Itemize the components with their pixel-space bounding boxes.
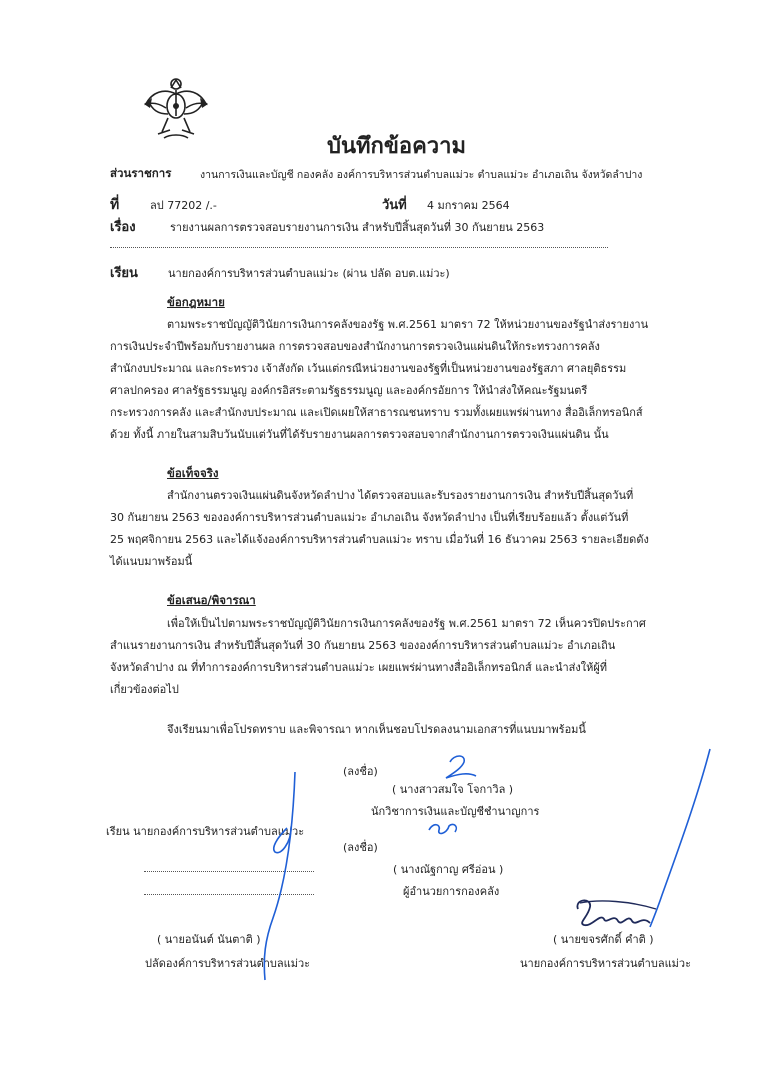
signer1-name: ( นางสาวสมใจ โจกาวิล )	[392, 783, 514, 796]
signature-1-icon	[440, 752, 480, 782]
mayor-signature-icon	[570, 895, 660, 933]
proposal-paragraph	[110, 613, 646, 701]
signer2-name: ( นางณัฐกาญ ศรีอ่อน )	[393, 863, 504, 876]
sign-label-2: (ลงชื่อ)	[343, 841, 378, 854]
deputy-pen-stroke-icon	[235, 768, 305, 983]
fact-line: สำนักงานตรวจเงินแผ่นดินจังหวัดลำปาง ได้ตรวจสอบและรับรองรายงานการเงิน สำหรับปีสิ้นสุดวันที่	[167, 489, 634, 502]
proposal-line: เพื่อให้เป็นไปตามพระราชบัญญัติวินัยการเงินการคลังของรัฐ พ.ศ.2561 มาตรา 72 เห็นควรปิดประกาศ	[167, 617, 646, 630]
law-heading: ข้อกฎหมาย	[167, 295, 225, 309]
law-line: สำนักงบประมาณ และกระทรวง เจ้าสังกัด เว้นแต่กรณีหน่วยงานของรัฐที่เป็นหน่วยงานของรัฐสภา ศาลยุติธรรม	[110, 362, 627, 375]
proposal-heading: ข้อเสนอ/พิจารณา	[167, 593, 256, 607]
proposal-line: จังหวัดลำปาง ณ ที่ทำการองค์การบริหารส่วนตำบลแม่วะ เผยแพร่ผ่านทางสื่ออิเล็กทรอนิกส์ และนำส่งให้ผู้ที่	[110, 661, 608, 674]
signer2-title: ผู้อำนวยการกองคลัง	[403, 885, 500, 898]
closing-text: จึงเรียนมาเพื่อโปรดทราบ และพิจารณา หากเห็นชอบโปรดลงนามเอกสารที่แนบมาพร้อมนี้	[167, 723, 586, 736]
law-line: การเงินประจำปีพร้อมกับรายงานผล การตรวจสอบของสำนักงานการตรวจเงินแผ่นดินให้กระทรวงการคลัง	[110, 340, 600, 353]
sign-label-1: (ลงชื่อ)	[343, 765, 378, 778]
agency-label: ส่วนราชการ	[110, 166, 172, 180]
proposal-line: เกี่ยวข้องต่อไป	[110, 683, 179, 696]
signature-2-icon	[425, 816, 465, 840]
to-mayor-text: เรียน นายกองค์การบริหารส่วนตำบลแม่วะ	[106, 825, 305, 838]
to-label: เรียน	[110, 266, 138, 281]
fact-line: ได้แนบมาพร้อมนี้	[110, 555, 193, 568]
to-value: นายกองค์การบริหารส่วนตำบลแม่วะ (ผ่าน ปลัด อบต.แม่วะ)	[168, 267, 450, 280]
ref-label: ที่	[110, 197, 120, 213]
law-line: กระทรวงการคลัง และสำนักงบประมาณ และเปิดเผยให้สาธารณชนทราบ รวมทั้งเผยแพร่ผ่านทาง สื่ออิเล็กทรอนิกส์	[110, 406, 643, 419]
law-line: ด้วย ทั้งนี้ ภายในสามสิบวันนับแต่วันที่ได้รับรายงานผลการตรวจสอบจากสำนักงานการตรวจเงินแผ่นดิน นั้น	[110, 428, 609, 441]
mayor-title: นายกองค์การบริหารส่วนตำบลแม่วะ	[520, 957, 691, 970]
ref-value: ลป 77202 /.-	[150, 199, 217, 212]
proposal-line: สำแนรายงานการเงิน สำหรับปีสิ้นสุดวันที่ 30 กันยายน 2563 ขององค์การบริหารส่วนตำบลแม่วะ อำเภอเถิน	[110, 639, 616, 652]
agency-value: งานการเงินและบัญชี กองคลัง องค์การบริหารส่วนตำบลแม่วะ ตำบลแม่วะ อำเภอเถิน จังหวัดลำปาง	[200, 169, 643, 181]
signer1-title: นักวิชาการเงินและบัญชีชำนาญการ	[371, 805, 540, 818]
fact-line: 25 พฤศจิกายน 2563 และได้แจ้งองค์การบริหารส่วนตำบลแม่วะ ทราบ เมื่อวันที่ 16 ธันวาคม 2563 รายละเอียดดัง	[110, 533, 649, 546]
subject-value: รายงานผลการตรวจสอบรายงานการเงิน สำหรับปีสิ้นสุดวันที่ 30 กันยายน 2563	[170, 221, 545, 234]
date-label: วันที่	[382, 198, 407, 213]
memo-title: บันทึกข้อความ	[327, 134, 467, 159]
date-value: 4 มกราคม 2564	[427, 199, 510, 212]
subject-label: เรื่อง	[110, 220, 136, 235]
mayor-name: ( นายขจรศักดิ์ คำติ )	[553, 933, 654, 946]
fact-line: 30 กันยายน 2563 ขององค์การบริหารส่วนตำบลแม่วะ อำเภอเถิน จังหวัดลำปาง เป็นที่เรียบร้อยแล้ว ตั้งแต่วันที่	[110, 511, 629, 524]
garuda-emblem-icon	[142, 74, 210, 144]
law-line: ตามพระราชบัญญัติวินัยการเงินการคลังของรัฐ พ.ศ.2561 มาตรา 72 ให้หน่วยงานของรัฐนำส่งรายงาน	[167, 318, 649, 331]
deputy-name: ( นายอนันต์ นันตาติ )	[157, 933, 261, 946]
deputy-title: ปลัดองค์การบริหารส่วนตำบลแม่วะ	[145, 957, 311, 970]
fact-paragraph	[110, 485, 649, 573]
law-line: ศาลปกครอง ศาลรัฐธรรมนูญ องค์กรอิสระตามรัฐธรรมนูญ และองค์กรอัยการ ให้นำส่งให้คณะรัฐมนตรี	[110, 384, 588, 397]
header-divider	[110, 246, 608, 248]
fact-heading: ข้อเท็จจริง	[167, 466, 219, 480]
law-paragraph	[110, 314, 649, 446]
